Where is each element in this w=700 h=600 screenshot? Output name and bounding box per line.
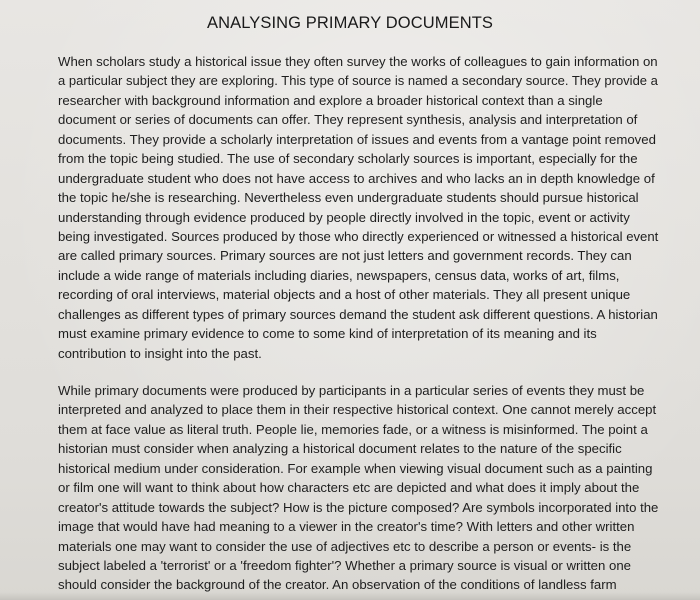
paragraph-line: them at face value as literal truth. People lie, memories fade, or a witness is misinformed. The point a xyxy=(58,421,648,437)
paragraph-line: creator's attitude towards the subject? How is the picture composed? Are symbols incorporated into the xyxy=(58,499,659,515)
paragraph-line: documents. They provide a scholarly interpretation of issues and events from a vantage point removed xyxy=(58,131,656,147)
paragraph-line: researcher with background information and explore a broader historical context than a single xyxy=(58,92,603,108)
paragraph-line: are called primary sources. Primary sources are not just letters and government records. They can xyxy=(58,248,632,264)
paragraph-line: historical medium under consideration. For example when viewing visual document such as a painting xyxy=(58,460,653,476)
page-bottom-shadow xyxy=(0,592,700,600)
paragraph-line: challenges as different types of primary sources demand the student ask different questions. A historian xyxy=(58,306,658,322)
paragraph-line: contribution to insight into the past. xyxy=(58,345,262,361)
paragraph-line: the topic he/she is researching. Nevertheless even undergraduate students should pursue historical xyxy=(58,190,639,206)
paragraph-line: When scholars study a historical issue they often survey the works of colleagues to gain information on xyxy=(58,54,658,69)
paragraph-1 xyxy=(58,52,658,363)
paragraph-line: must examine primary evidence to come to some kind of interpretation of its meaning and its xyxy=(58,326,597,342)
paragraph-line: interpreted and analyzed to place them in their respective historical context. One cannot merely accept xyxy=(58,402,657,418)
document-title: ANALYSING PRIMARY DOCUMENTS xyxy=(206,14,493,32)
paragraph-line: subject labeled a 'terrorist' or a 'freedom fighter'? Whether a primary source is visual or written one xyxy=(58,557,631,573)
paragraph-line: a particular subject they are exploring. This type of source is named a secondary source. They provide a xyxy=(58,73,658,89)
paragraph-line: historian must consider when analyzing a historical document relates to the nature of the specific xyxy=(58,441,622,457)
paragraph-line: document or series of documents can offer. They represent synthesis, analysis and interpretation of xyxy=(58,112,638,128)
paragraph-line: include a wide range of materials including diaries, newspapers, census data, works of art, films, xyxy=(58,267,620,283)
paragraph-line: from the topic being studied. The use of secondary scholarly sources is important, especially for the xyxy=(58,151,638,167)
paragraph-2 xyxy=(58,381,658,595)
paragraph-line: should consider the background of the creator. An observation of the conditions of landless farm xyxy=(58,577,617,593)
paragraph-line: recording of oral interviews, material objects and a host of other materials. They all present unique xyxy=(58,287,631,303)
paragraph-line: materials one may want to consider the use of adjectives etc to describe a person or events- is the xyxy=(58,538,632,554)
paragraph-line: While primary documents were produced by participants in a particular series of events they must be xyxy=(58,383,645,398)
paragraph-line: image that would have had meaning to a viewer in the creator's time? With letters and other written xyxy=(58,519,635,535)
paragraph-line: undergraduate student who does not have access to archives and who lacks an in depth knowledge of xyxy=(58,170,655,186)
paragraph-line: or film one will want to think about how characters etc are depicted and what does it imply about the xyxy=(58,480,640,496)
paragraph-line: understanding through evidence produced by people directly involved in the topic, event or activity xyxy=(58,209,630,225)
paragraph-line: being investigated. Sources produced by those who directly experienced or witnessed a historical event xyxy=(58,228,659,244)
